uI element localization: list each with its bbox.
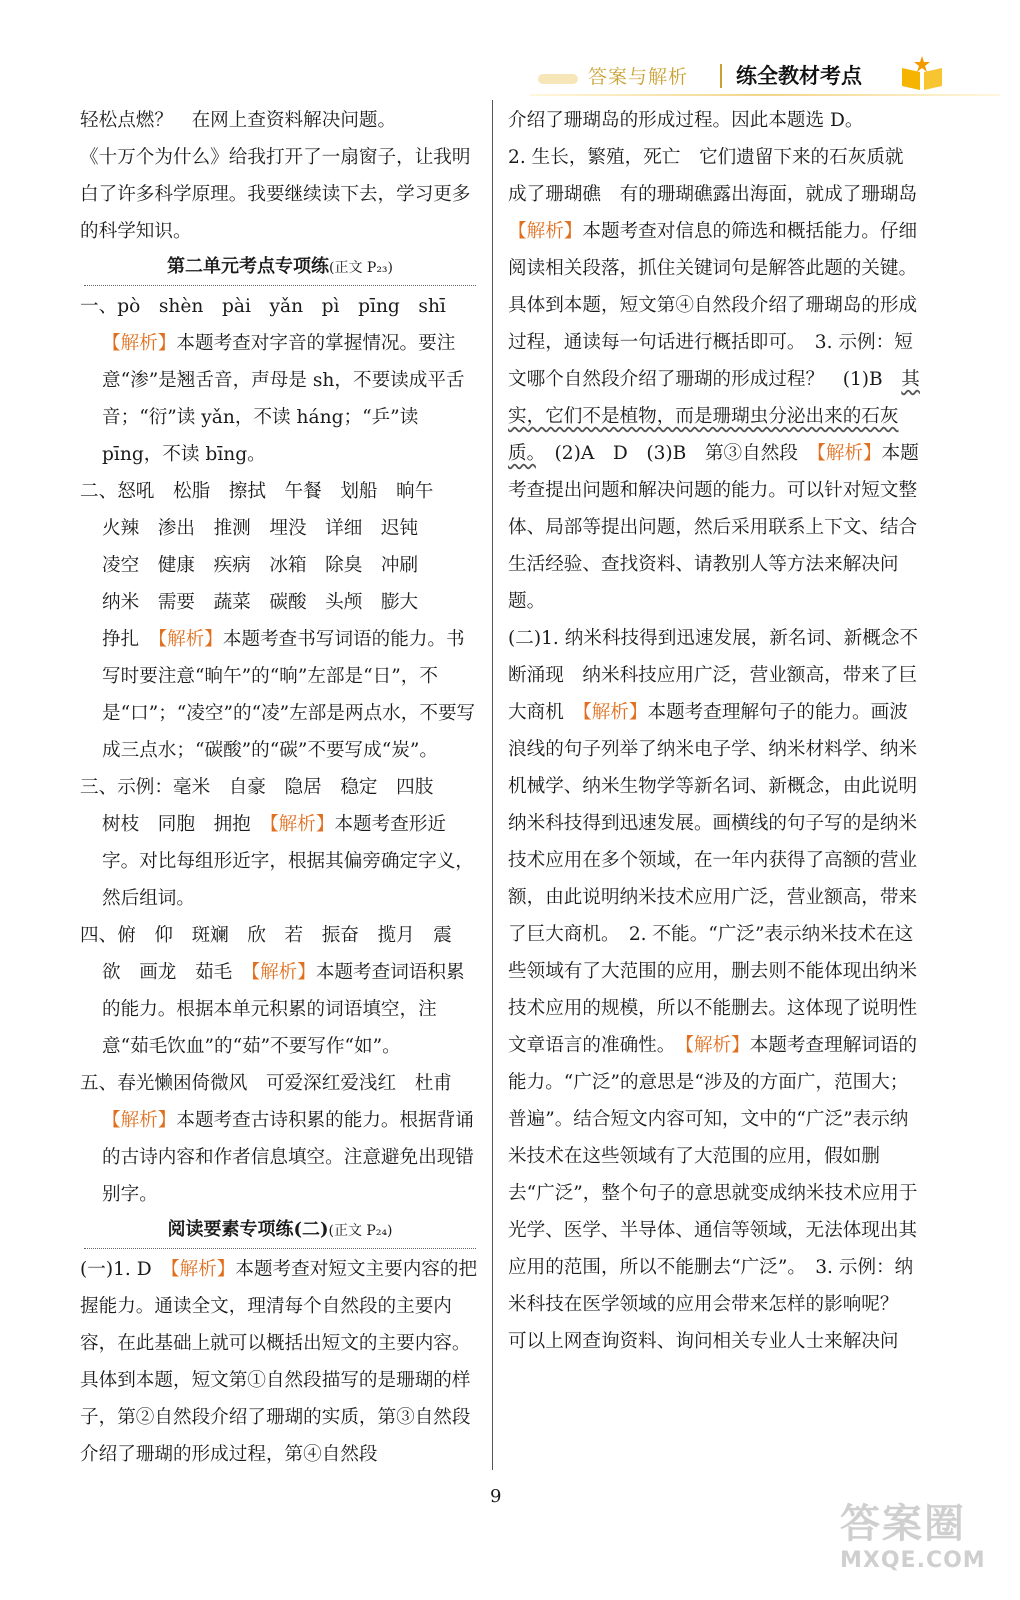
answer-item: 三、示例：毫米 自豪 隐居 稳定 四肢 (80, 777, 434, 798)
analysis-text: 本题考查对字音的掌握情况。要注意“渗”是翘舌音，声母是 sh，不要读成平舌音；“衍”读 yǎn，不读 háng；“乒”读 pīng，不读 bīng。 (102, 333, 465, 465)
analysis-text: 本题考查提出问题和解决问题的能力。可以针对短文整体、局部等提出问题，然后采用联系上下文、结合生活经验、查找资料、请教别人等方法来解决问题。 (508, 443, 919, 612)
left-column (80, 102, 480, 1473)
header-separator (720, 64, 722, 88)
section-ref: (正文 P₂₄) (328, 1223, 393, 1239)
answer-item: 四、俯 仰 斑斓 欣 若 振奋 揽月 震 (80, 925, 452, 946)
section-heading (84, 250, 476, 286)
paragraph: 《十万个为什么》给我打开了一扇窗子，让我明白了许多科学原理。我要继续读下去，学习更多的科学知识。 (80, 147, 471, 242)
answer-item: 一、pò shèn pài yǎn pì pīng shī (80, 296, 446, 317)
analysis-tag: 【解析】 (508, 221, 583, 242)
section-title: 阅读要素专项练(二) (167, 1219, 329, 1240)
analysis (80, 325, 480, 473)
analysis-text: 本题考查形近字。对比每组形近字，根据其偏旁确定字义，然后组词。 (102, 814, 474, 909)
analysis-tag: 【解析】 (816, 443, 882, 464)
answer-row: 欲 画龙 茹毛 (102, 962, 233, 983)
answer-item: 2. 生长，繁殖，死亡 它们遗留下来的石灰质就成了珊瑚礁 有的珊瑚礁露出海面，就成了珊瑚岛 (508, 147, 918, 205)
answer-item: 二、怒吼 松脂 擦拭 午餐 划船 晌午 (80, 481, 434, 502)
analysis-text: 本题考查理解词语的能力。“广泛”的意思是“涉及的方面广，范围大；普遍”。结合短文内容可知，文中的“广泛”表示纳米技术在这些领域有了大范围的应用，假如删去“广泛”，整个句子的意思就变成纳米技术应用于光学、医学、半导体、通信等领域，无法体现出其应用的范围，所以不能删去“广泛”。 3. 示例：纳米科技在医学领域的应用会带来怎样的影响呢？ 可以上网查询资料、询问相关专业人士来解决问 (508, 1035, 918, 1352)
analysis (80, 1251, 480, 1473)
answer-row: 挣扎 (102, 629, 140, 650)
analysis-tag: 【解析】 (170, 1259, 236, 1280)
analysis-tag: 【解析】 (250, 962, 316, 983)
answer-item: 五、春光懒困倚微风 可爱深红爱浅红 杜甫 (80, 1073, 452, 1094)
section-ref: (正文 P₂₃) (328, 260, 394, 276)
analysis (80, 954, 480, 1065)
wavy-underlined-answer: 其实，它们不是植物，而是珊瑚虫分泌出来的石灰质。 (508, 369, 920, 464)
answer-row: 凌空 健康 疾病 冰箱 除臭 冲刷 (102, 555, 419, 576)
analysis-text: 本题考查古诗积累的能力。根据背诵的古诗内容和作者信息填空。注意避免出现错别字。 (102, 1110, 474, 1205)
header-decoration (538, 74, 578, 84)
answer-row: 纳米 需要 蔬菜 碳酸 头颅 膨大 (102, 592, 419, 613)
answer-block (508, 620, 920, 1360)
analysis (80, 806, 480, 917)
answer-item: (一)1. D (80, 1259, 152, 1280)
watermark (840, 1500, 990, 1590)
analysis-tag: 【解析】 (102, 1110, 177, 1131)
page-number: 9 (490, 1486, 502, 1507)
header-label: 答案与解析 (588, 66, 689, 88)
answer-block (508, 139, 920, 620)
analysis-text: 本题考查对信息的筛选和概括能力。仔细阅读相关段落，抓住关键词句是解答此题的关键。具体到本题，短文第④自然段介绍了珊瑚岛的形成过程，通读每一句话进行概括即可。 3. 示例：短文哪个自然段介绍了珊瑚的形成过程？ (1)B (508, 221, 918, 390)
watermark-logo-text: 答案圈 (840, 1501, 966, 1547)
analysis-tag: 【解析】 (582, 702, 648, 723)
page-header (530, 54, 1000, 100)
analysis-tag: 【解析】 (102, 333, 177, 354)
analysis-tag: 【解析】 (684, 1035, 750, 1056)
analysis-text: 本题考查词语积累的能力。根据本单元积累的词语填空，注意“茹毛饮血”的“茹”不要写作“如”。 (102, 962, 465, 1057)
book-logo-icon (898, 54, 946, 94)
analysis (80, 621, 480, 769)
answer-item: (2)A D (3)B 第③自然段 (535, 443, 798, 464)
analysis-text: 本题考查理解句子的能力。画波浪线的句子列举了纳米电子学、纳米材料学、纳米机械学、纳米生物学等新名词、新概念，由此说明纳米科技得到迅速发展。画横线的句子写的是纳米技术应用在多个领域，在一年内获得了高额的营业额，由此说明纳米技术应用广泛，营业额高，带来了巨大商机。 2. 不能。“广泛”表示纳米技术在这些领域有了大范围的应用，删去则不能体现出纳米技术应用的规模，所以不能删去。这体现了说明性文章语言的准确性。 (508, 702, 918, 1056)
analysis-text: 本题考查对短文主要内容的把握能力。通读全文，理清每个自然段的主要内容，在此基础上就可以概括出短文的主要内容。具体到本题，短文第①自然段描写的是珊瑚的样子，第②自然段介绍了珊瑚的实质，第③自然段介绍了珊瑚的形成过程，第④自然段 (80, 1259, 478, 1465)
analysis-text: 本题考查书写词语的能力。书写时要注意“晌午”的“晌”左部是“日”，不是“口”；“凌空”的“凌”左部是两点水，不要写成三点水；“碳酸”的“碳”不要写成“炭”。 (102, 629, 476, 761)
analysis-tag: 【解析】 (269, 814, 335, 835)
paragraph: 介绍了珊瑚岛的形成过程。因此本题选 D。 (508, 110, 864, 131)
section-title: 第二单元考点专项练 (166, 256, 329, 277)
header-title: 练全教材考点 (736, 64, 862, 88)
column-divider (492, 100, 493, 1470)
analysis (80, 1102, 480, 1213)
answer-row: 树枝 同胞 拥抱 (102, 814, 251, 835)
answer-item: (二)1. 纳米科技得到迅速发展，新名词、新概念不断涌现 纳米科技应用广泛，营业额高，带来了巨大商机 (508, 628, 919, 723)
right-column (508, 102, 920, 1360)
paragraph: 轻松点燃？ 在网上查资料解决问题。 (80, 110, 397, 131)
header-rule (530, 94, 1000, 96)
section-heading (84, 1213, 476, 1249)
answer-row: 火辣 渗出 推测 埋没 详细 迟钝 (102, 518, 419, 539)
watermark-url: MXQE.COM (840, 1548, 986, 1573)
analysis-tag: 【解析】 (157, 629, 223, 650)
